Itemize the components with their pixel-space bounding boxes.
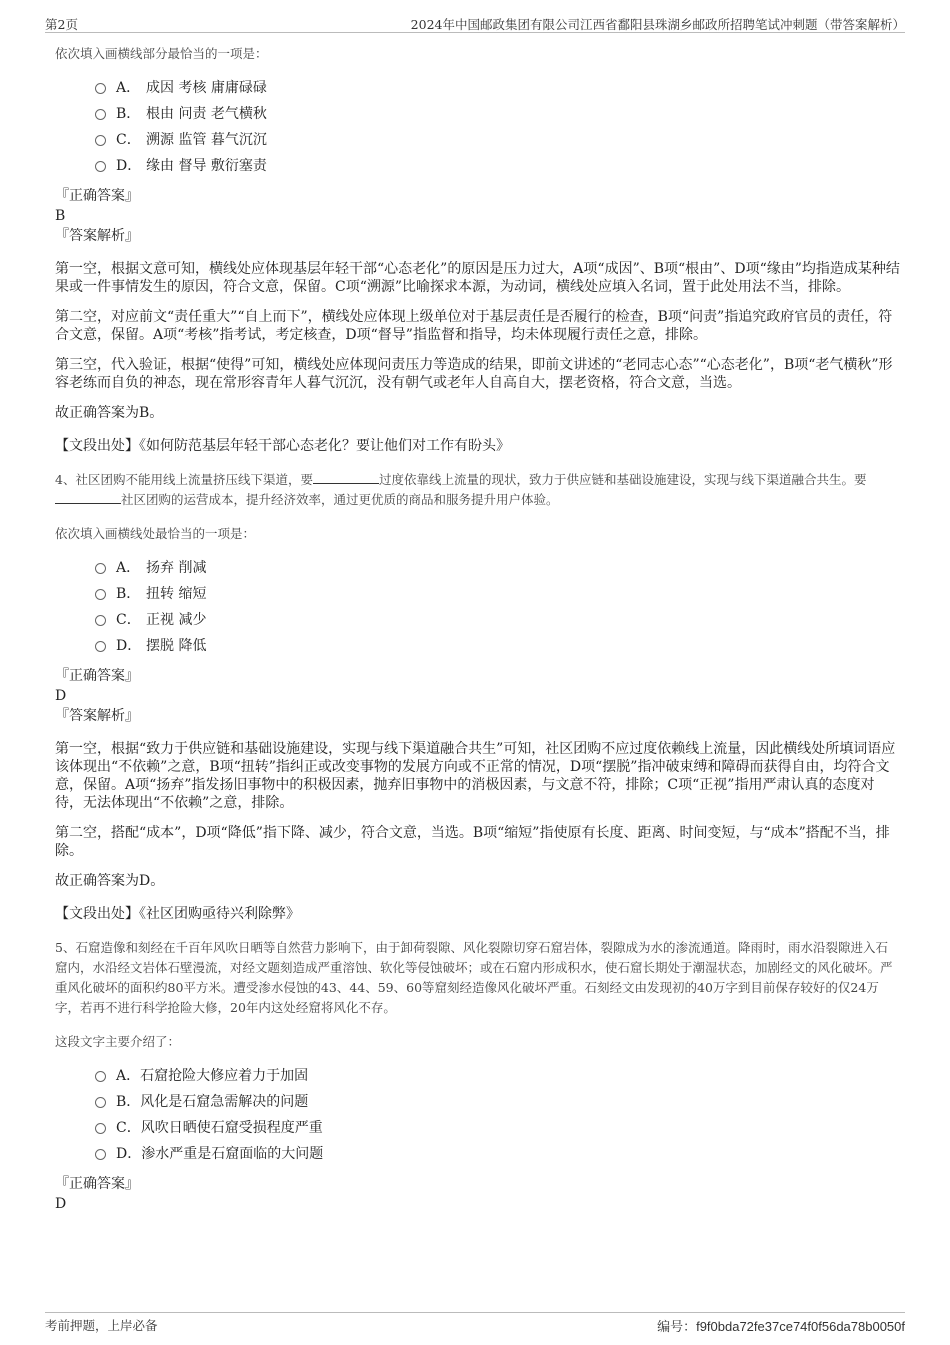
- question-4: [55, 470, 900, 924]
- option-text: 正视 减少: [146, 612, 207, 628]
- page-content: [55, 44, 900, 1214]
- question-5: [55, 938, 900, 1214]
- analysis-label: 『答案解析』: [55, 708, 139, 724]
- option-letter: A．: [116, 1068, 141, 1084]
- option-text: 扬弃 削减: [146, 560, 207, 576]
- radio-icon[interactable]: [95, 641, 106, 652]
- question-4-options: [95, 554, 900, 658]
- correct-answer-value: B: [55, 208, 66, 224]
- question-3-option-a[interactable]: [95, 74, 900, 100]
- page-footer: [45, 1312, 905, 1333]
- option-letter: B．: [116, 106, 141, 122]
- option-text: 石窟抢险大修应着力于加固: [140, 1068, 309, 1084]
- option-text: 根由 问责 老气横秋: [146, 106, 267, 122]
- option-letter: A．: [116, 560, 141, 576]
- question-5-option-d[interactable]: [95, 1140, 900, 1166]
- option-letter: D．: [116, 158, 142, 174]
- question-4-text-part3: 社区团购的运营成本，提升经济效率，通过更优质的商品和服务提升用户体验。: [121, 492, 559, 507]
- analysis-paragraph: 第二空，搭配“成本”，D项“降低”指下降、减少，符合文意，当选。B项“缩短”指使原有长度、距离、时间变短，与“成本”搭配不当，排除。: [55, 825, 890, 859]
- radio-icon[interactable]: [95, 83, 106, 94]
- radio-icon[interactable]: [95, 1123, 106, 1134]
- radio-icon[interactable]: [95, 1097, 106, 1108]
- option-letter: A．: [116, 80, 141, 96]
- option-letter: D．: [116, 1146, 142, 1162]
- footer-slogan: 考前押题，上岸必备: [45, 1318, 158, 1333]
- option-letter: C．: [116, 612, 141, 628]
- option-letter: C．: [116, 1120, 141, 1136]
- question-3-option-c[interactable]: [95, 126, 900, 152]
- correct-answer-value: D: [55, 688, 67, 704]
- question-5-prompt: 这段文字主要介绍了：: [55, 1034, 181, 1049]
- correct-answer-value: D: [55, 1196, 67, 1212]
- option-text: 扭转 缩短: [146, 586, 207, 602]
- option-letter: C．: [116, 132, 141, 148]
- blank-line: [55, 492, 121, 504]
- blank-line: [313, 472, 379, 484]
- analysis-label: 『答案解析』: [55, 228, 139, 244]
- question-4-option-c[interactable]: [95, 606, 900, 632]
- option-text: 渗水严重是石窟面临的大问题: [141, 1146, 324, 1162]
- option-letter: B．: [116, 1094, 141, 1110]
- radio-icon[interactable]: [95, 109, 106, 120]
- question-5-options: [95, 1062, 900, 1166]
- radio-icon[interactable]: [95, 1071, 106, 1082]
- option-text: 溯源 监管 暮气沉沉: [146, 132, 267, 148]
- question-4-text: [55, 470, 900, 510]
- analysis-paragraph: 第二空，对应前文“责任重大”“自上而下”，横线处应体现上级单位对于基层责任是否履行的检查，B项“问责”指追究政府官员的责任，符合文意，保留。A项“考核”指考试，考定核查，D项“督导”指监督和指导，均未体现履行责任之意，排除。: [55, 309, 893, 343]
- correct-answer-label: 『正确答案』: [55, 188, 139, 204]
- question-4-text-part1: 4、社区团购不能用线上流量挤压线下渠道，要: [55, 472, 313, 487]
- source-citation: 【文段出处】《社区团购亟待兴利除弊》: [55, 906, 300, 922]
- question-3-option-d[interactable]: [95, 152, 900, 178]
- question-4-text-part2: 过度依靠线上流量的现状，致力于供应链和基础设施建设，实现与线下渠道融合共生。要: [378, 472, 867, 487]
- option-text: 风化是石窟急需解决的问题: [140, 1094, 309, 1110]
- option-text: 摆脱 降低: [146, 638, 207, 654]
- question-4-option-b[interactable]: [95, 580, 900, 606]
- question-5-option-b[interactable]: [95, 1088, 900, 1114]
- question-3: [55, 44, 900, 456]
- correct-answer-label: 『正确答案』: [55, 1176, 139, 1192]
- radio-icon[interactable]: [95, 563, 106, 574]
- question-4-option-a[interactable]: [95, 554, 900, 580]
- question-4-prompt: 依次填入画横线处最恰当的一项是：: [55, 526, 256, 541]
- question-3-options: [95, 74, 900, 178]
- analysis-conclusion: 故正确答案为D。: [55, 873, 165, 889]
- question-5-option-c[interactable]: [95, 1114, 900, 1140]
- page-header: [45, 12, 905, 33]
- option-text: 成因 考核 庸庸碌碌: [146, 80, 267, 96]
- question-4-option-d[interactable]: [95, 632, 900, 658]
- option-letter: D．: [116, 638, 142, 654]
- radio-icon[interactable]: [95, 135, 106, 146]
- document-code: 编号：f9f0bda72fe37ce74f0f56da78b0050f: [657, 1319, 905, 1334]
- option-text: 风吹日晒使石窟受损程度严重: [140, 1120, 323, 1136]
- question-5-option-a[interactable]: [95, 1062, 900, 1088]
- analysis-paragraph: 第三空，代入验证，根据“使得”可知，横线处应体现问责压力等造成的结果，即前文讲述的“老同志心态”“心态老化”，B项“老气横秋”形容老练而自负的神态，现在常形容青年人暮气沉沉，没有朝气或老年人自高自大，摆老资格，符合文意，当选。: [55, 357, 893, 391]
- page-number: 第2页: [45, 17, 78, 32]
- analysis-paragraph: 第一空，根据“致力于供应链和基础设施建设，实现与线下渠道融合共生”可知，社区团购不应过度依赖线上流量，因此横线处所填词语应该体现出“不依赖”之意，B项“扭转”指纠正或改变事物的发展方向或不正常的情况，D项“摆脱”指冲破束缚和障碍而获得自由，均符合文意，保留。A项“扬弃”指发扬旧事物中的积极因素，抛弃旧事物中的消极因素，与文意不符，排除；C项“正视”指用严肃认真的态度对待，无法体现出“不依赖”之意，排除。: [55, 741, 896, 811]
- analysis-paragraph: 第一空，根据文意可知，横线处应体现基层年轻干部“心态老化”的原因是压力过大，A项“成因”、B项“根由”、D项“缘由”均指造成某种结果或一件事情发生的原因，符合文意，保留。C项“溯源”比喻探求本源，为动词，横线处应填入名词，置于此处用法不当，排除。: [55, 261, 900, 295]
- analysis-conclusion: 故正确答案为B。: [55, 405, 164, 421]
- source-citation: 【文段出处】《如何防范基层年轻干部心态老化？要让他们对工作有盼头》: [55, 438, 510, 454]
- question-5-text: 5、石窟造像和刻经在千百年风吹日晒等自然营力影响下，由于卸荷裂隙、风化裂隙切穿石窟岩体，裂隙成为水的渗流通道。降雨时，雨水沿裂隙进入石窟内，水沿经文岩体石壁漫流，对经文题刻造成严重溶蚀、软化等侵蚀破坏；或在石窟内形成积水，使石窟长期处于潮湿状态，加剧经文的风化破坏。严重风化破坏的面积约80平方米。遭受渗水侵蚀的43、44、59、60等窟刻经造像风化破坏严重。石刻经文由发现初的40万字到目前保存较好的仅24万字，若再不进行科学抢险大修，20年内这处经窟将风化不存。: [55, 940, 893, 1015]
- option-letter: B．: [116, 586, 141, 602]
- radio-icon[interactable]: [95, 161, 106, 172]
- radio-icon[interactable]: [95, 589, 106, 600]
- question-3-prompt: 依次填入画横线部分最恰当的一项是：: [55, 46, 268, 61]
- correct-answer-label: 『正确答案』: [55, 668, 139, 684]
- question-3-option-b[interactable]: [95, 100, 900, 126]
- radio-icon[interactable]: [95, 1149, 106, 1160]
- document-title: 2024年中国邮政集团有限公司江西省鄱阳县珠湖乡邮政所招聘笔试冲刺题（带答案解析）: [410, 17, 905, 32]
- radio-icon[interactable]: [95, 615, 106, 626]
- option-text: 缘由 督导 敷衍塞责: [146, 158, 267, 174]
